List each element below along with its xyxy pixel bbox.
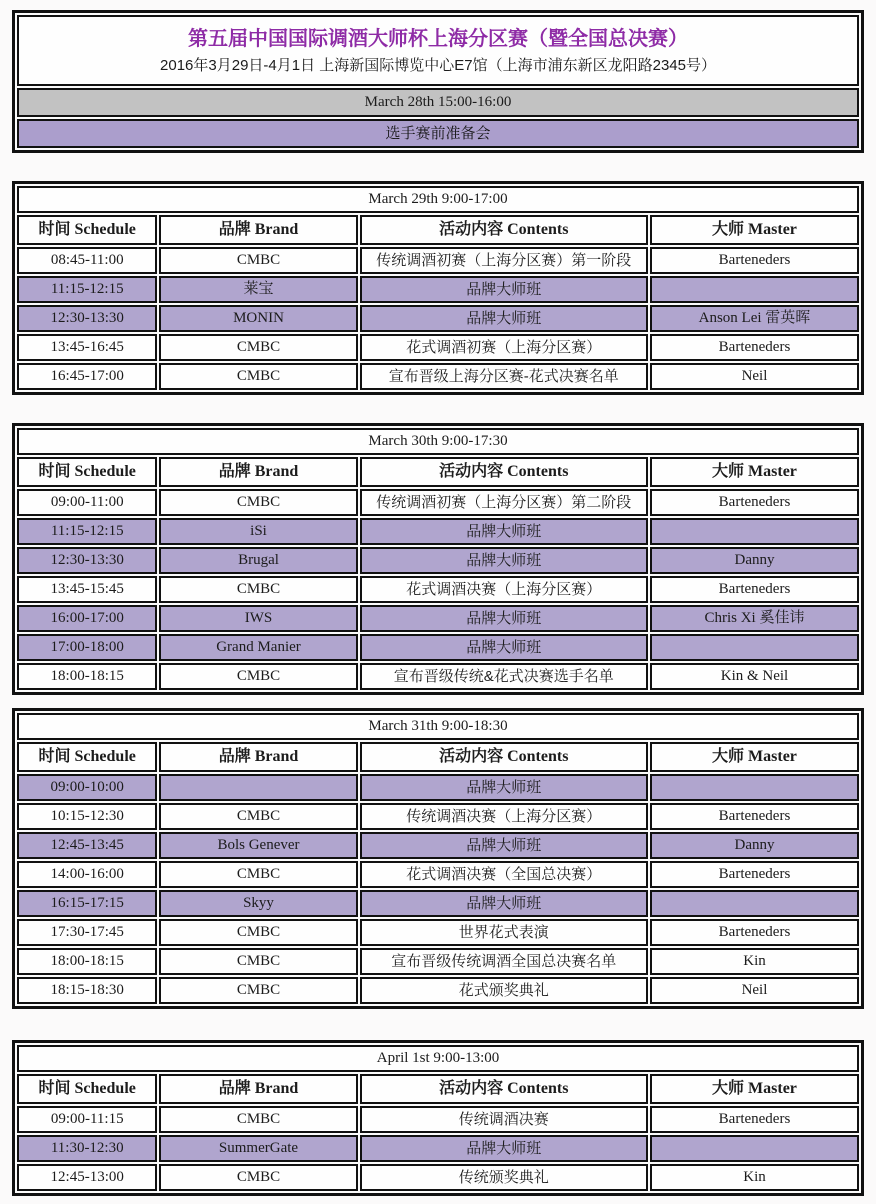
content-cell: 品牌大师班 (360, 890, 648, 917)
master-cell: Anson Lei 雷英晖 (650, 305, 859, 332)
brand-cell: Bols Genever (159, 832, 357, 859)
master-cell: Neil (650, 977, 859, 1004)
master-cell: Barteneders (650, 861, 859, 888)
time-cell: 17:30-17:45 (17, 919, 157, 946)
table-date-bar: March 31th 9:00-18:30 (17, 713, 859, 740)
brand-cell: CMBC (159, 803, 357, 830)
time-cell: 11:30-12:30 (17, 1135, 157, 1162)
table-row (17, 334, 859, 361)
brand-cell: Brugal (159, 547, 357, 574)
time-cell: 11:15-12:15 (17, 518, 157, 545)
brand-cell: CMBC (159, 489, 357, 516)
column-header-row (17, 742, 859, 772)
table-date-bar: April 1st 9:00-13:00 (17, 1045, 859, 1072)
content-cell: 传统颁奖典礼 (360, 1164, 648, 1191)
time-cell: 18:15-18:30 (17, 977, 157, 1004)
time-cell: 18:00-18:15 (17, 948, 157, 975)
table-row (17, 919, 859, 946)
content-cell: 品牌大师班 (360, 774, 648, 801)
content-cell: 品牌大师班 (360, 518, 648, 545)
time-cell: 11:15-12:15 (17, 276, 157, 303)
content-cell: 花式调酒初赛（上海分区赛） (360, 334, 648, 361)
column-header-content: 活动内容 Contents (360, 457, 648, 487)
header-block (12, 10, 864, 153)
table-row (17, 605, 859, 632)
table-date-bar: March 29th 9:00-17:00 (17, 186, 859, 213)
master-cell: Kin (650, 1164, 859, 1191)
content-cell: 品牌大师班 (360, 305, 648, 332)
content-cell: 品牌大师班 (360, 547, 648, 574)
page-subtitle: 2016年3月29日-4月1日 上海新国际博览中心E7馆（上海市浦东新区龙阳路2345号） (160, 57, 716, 74)
brand-cell: MONIN (159, 305, 357, 332)
table-date-row (17, 1045, 859, 1072)
time-cell: 12:30-13:30 (17, 547, 157, 574)
schedule-table (12, 181, 864, 395)
content-cell: 传统调酒决赛 (360, 1106, 648, 1133)
table-row (17, 489, 859, 516)
column-header-brand: 品牌 Brand (159, 1074, 357, 1104)
master-cell: Barteneders (650, 919, 859, 946)
table-row (17, 1135, 859, 1162)
table-date-bar: March 30th 9:00-17:30 (17, 428, 859, 455)
brand-cell: CMBC (159, 247, 357, 274)
brand-cell: CMBC (159, 861, 357, 888)
master-cell: Barteneders (650, 576, 859, 603)
brand-cell (159, 774, 357, 801)
content-cell: 品牌大师班 (360, 605, 648, 632)
master-cell (650, 518, 859, 545)
brand-cell: 莱宝 (159, 276, 357, 303)
schedule-tables (12, 181, 864, 1196)
master-cell: Neil (650, 363, 859, 390)
column-header-brand: 品牌 Brand (159, 742, 357, 772)
content-cell: 花式颁奖典礼 (360, 977, 648, 1004)
time-cell: 16:00-17:00 (17, 605, 157, 632)
table-row (17, 547, 859, 574)
time-cell: 18:00-18:15 (17, 663, 157, 690)
content-cell: 世界花式表演 (360, 919, 648, 946)
brand-cell: IWS (159, 605, 357, 632)
brand-cell: CMBC (159, 948, 357, 975)
table-row (17, 247, 859, 274)
table-row (17, 861, 859, 888)
brand-cell: SummerGate (159, 1135, 357, 1162)
table-row (17, 663, 859, 690)
master-cell (650, 1135, 859, 1162)
table-row (17, 774, 859, 801)
content-cell: 品牌大师班 (360, 276, 648, 303)
column-header-brand: 品牌 Brand (159, 215, 357, 245)
brand-cell: iSi (159, 518, 357, 545)
time-cell: 13:45-15:45 (17, 576, 157, 603)
content-cell: 品牌大师班 (360, 634, 648, 661)
brand-cell: CMBC (159, 334, 357, 361)
time-cell: 13:45-16:45 (17, 334, 157, 361)
master-cell: Kin & Neil (650, 663, 859, 690)
content-cell: 品牌大师班 (360, 832, 648, 859)
table-date-row (17, 428, 859, 455)
master-cell: Barteneders (650, 1106, 859, 1133)
brand-cell: CMBC (159, 576, 357, 603)
time-cell: 10:15-12:30 (17, 803, 157, 830)
page-title: 第五届中国国际调酒大师杯上海分区赛（暨全国总决赛） (188, 28, 688, 50)
content-cell: 宣布晋级传统调酒全国总决赛名单 (360, 948, 648, 975)
column-header-master: 大师 Master (650, 1074, 859, 1104)
column-header-row (17, 215, 859, 245)
time-cell: 17:00-18:00 (17, 634, 157, 661)
brand-cell: Grand Manier (159, 634, 357, 661)
master-cell: Barteneders (650, 489, 859, 516)
brand-cell: CMBC (159, 1164, 357, 1191)
master-cell (650, 774, 859, 801)
time-cell: 09:00-11:00 (17, 489, 157, 516)
brand-cell: CMBC (159, 1106, 357, 1133)
time-cell: 14:00-16:00 (17, 861, 157, 888)
table-row (17, 832, 859, 859)
column-header-content: 活动内容 Contents (360, 215, 648, 245)
master-cell: Barteneders (650, 803, 859, 830)
master-cell: Danny (650, 547, 859, 574)
pre-event-date-bar: March 28th 15:00-16:00 (17, 88, 859, 117)
master-cell (650, 890, 859, 917)
column-header-master: 大师 Master (650, 215, 859, 245)
table-row (17, 1164, 859, 1191)
content-cell: 传统调酒初赛（上海分区赛）第二阶段 (360, 489, 648, 516)
column-header-row (17, 457, 859, 487)
time-cell: 16:15-17:15 (17, 890, 157, 917)
master-cell: Barteneders (650, 334, 859, 361)
master-cell: Kin (650, 948, 859, 975)
content-cell: 宣布晋级上海分区赛-花式决赛名单 (360, 363, 648, 390)
table-date-row (17, 186, 859, 213)
content-cell: 宣布晋级传统&花式决赛选手名单 (360, 663, 648, 690)
table-row (17, 634, 859, 661)
schedule-table (12, 423, 864, 695)
table-row (17, 890, 859, 917)
brand-cell: CMBC (159, 363, 357, 390)
column-header-master: 大师 Master (650, 457, 859, 487)
column-header-row (17, 1074, 859, 1104)
table-row (17, 1106, 859, 1133)
column-header-master: 大师 Master (650, 742, 859, 772)
table-row (17, 948, 859, 975)
column-header-time: 时间 Schedule (17, 742, 157, 772)
column-header-brand: 品牌 Brand (159, 457, 357, 487)
schedule-table (12, 708, 864, 1009)
pre-event-activity-bar: 选手赛前准备会 (17, 119, 859, 148)
master-cell: Danny (650, 832, 859, 859)
table-row (17, 305, 859, 332)
column-header-time: 时间 Schedule (17, 457, 157, 487)
time-cell: 09:00-11:15 (17, 1106, 157, 1133)
table-row (17, 276, 859, 303)
table-row (17, 576, 859, 603)
table-row (17, 363, 859, 390)
brand-cell: CMBC (159, 977, 357, 1004)
time-cell: 12:45-13:45 (17, 832, 157, 859)
master-cell: Chris Xi 奚佳讳 (650, 605, 859, 632)
time-cell: 09:00-10:00 (17, 774, 157, 801)
brand-cell: CMBC (159, 663, 357, 690)
master-cell: Barteneders (650, 247, 859, 274)
table-row (17, 977, 859, 1004)
content-cell: 花式调酒决赛（全国总决赛） (360, 861, 648, 888)
brand-cell: Skyy (159, 890, 357, 917)
content-cell: 传统调酒决赛（上海分区赛） (360, 803, 648, 830)
column-header-content: 活动内容 Contents (360, 742, 648, 772)
column-header-content: 活动内容 Contents (360, 1074, 648, 1104)
content-cell: 传统调酒初赛（上海分区赛）第一阶段 (360, 247, 648, 274)
column-header-time: 时间 Schedule (17, 1074, 157, 1104)
content-cell: 花式调酒决赛（上海分区赛） (360, 576, 648, 603)
table-row (17, 518, 859, 545)
time-cell: 12:45-13:00 (17, 1164, 157, 1191)
schedule-table (12, 1040, 864, 1196)
table-row (17, 803, 859, 830)
brand-cell: CMBC (159, 919, 357, 946)
title-cell (17, 15, 859, 86)
time-cell: 16:45-17:00 (17, 363, 157, 390)
table-date-row (17, 713, 859, 740)
time-cell: 12:30-13:30 (17, 305, 157, 332)
column-header-time: 时间 Schedule (17, 215, 157, 245)
time-cell: 08:45-11:00 (17, 247, 157, 274)
master-cell (650, 634, 859, 661)
master-cell (650, 276, 859, 303)
content-cell: 品牌大师班 (360, 1135, 648, 1162)
